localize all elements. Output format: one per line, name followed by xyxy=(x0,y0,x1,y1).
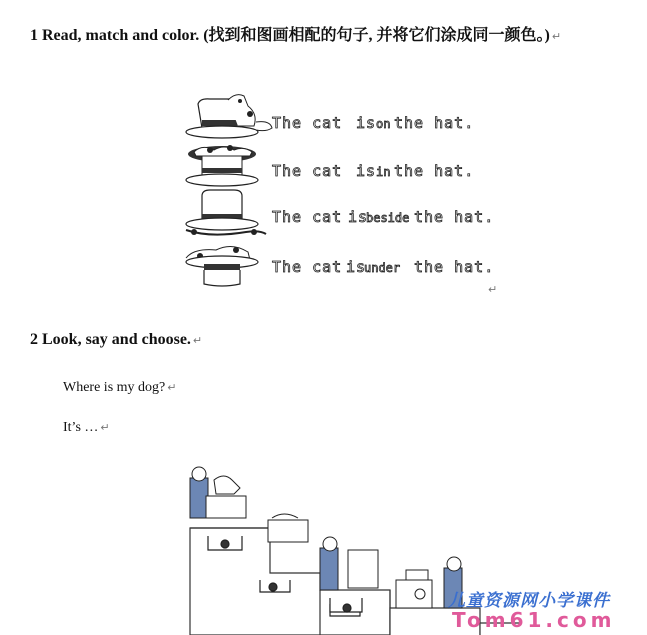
svg-text:The cat: The cat xyxy=(272,114,343,132)
section1-heading-text: 1 Read, match and color. (找到和图画相配的句子, 并将它们涂成同一颜色。) xyxy=(30,27,550,44)
svg-text:under: under xyxy=(364,261,401,275)
svg-text:The cat: The cat xyxy=(272,258,343,276)
section2-heading xyxy=(30,328,202,353)
svg-text:in: in xyxy=(376,165,391,179)
hat-on-illustration xyxy=(186,95,272,138)
svg-text:The cat: The cat xyxy=(272,162,343,180)
svg-text:the hat.: the hat. xyxy=(394,114,475,132)
svg-text:the hat.: the hat. xyxy=(414,208,495,226)
hat-beside-illustration xyxy=(186,190,266,235)
sentence-beside xyxy=(272,208,494,226)
hat-in-illustration xyxy=(186,145,258,186)
question-line xyxy=(63,380,176,396)
paragraph-mark-icon: ↵ xyxy=(100,421,110,434)
section1-heading xyxy=(30,24,630,49)
watermark-en xyxy=(452,608,615,632)
cat-and-hat-figure xyxy=(180,92,500,292)
svg-text:is: is xyxy=(346,258,367,276)
section2-heading-text: 2 Look, say and choose. xyxy=(30,331,191,348)
svg-text:the hat.: the hat. xyxy=(414,258,495,276)
watermark xyxy=(440,584,647,635)
sentence-on xyxy=(272,114,474,132)
paragraph-mark-icon: ↵ xyxy=(167,381,177,394)
paragraph-mark-icon: ↵ xyxy=(192,334,203,347)
question-text: Where is my dog? xyxy=(63,380,166,395)
svg-text:is: is xyxy=(356,114,377,132)
paragraph-mark-icon: ↵ xyxy=(551,30,562,43)
svg-text:is: is xyxy=(356,162,377,180)
watermark-cn: 儿童资源网小学课件 xyxy=(448,591,610,611)
svg-text:beside: beside xyxy=(366,211,410,225)
hat-under-illustration xyxy=(186,246,258,286)
svg-text:the hat.: the hat. xyxy=(394,162,475,180)
sentence-in xyxy=(272,162,474,180)
answer-line xyxy=(63,420,110,436)
svg-text:on: on xyxy=(376,117,391,131)
paragraph-mark-icon: ↵ xyxy=(488,283,498,296)
watermark-en-text: Tom61.com xyxy=(452,608,616,632)
sentence-under xyxy=(272,258,494,276)
svg-text:The cat: The cat xyxy=(272,208,343,226)
answer-text: It’s … xyxy=(63,420,99,435)
svg-text:is: is xyxy=(348,208,369,226)
